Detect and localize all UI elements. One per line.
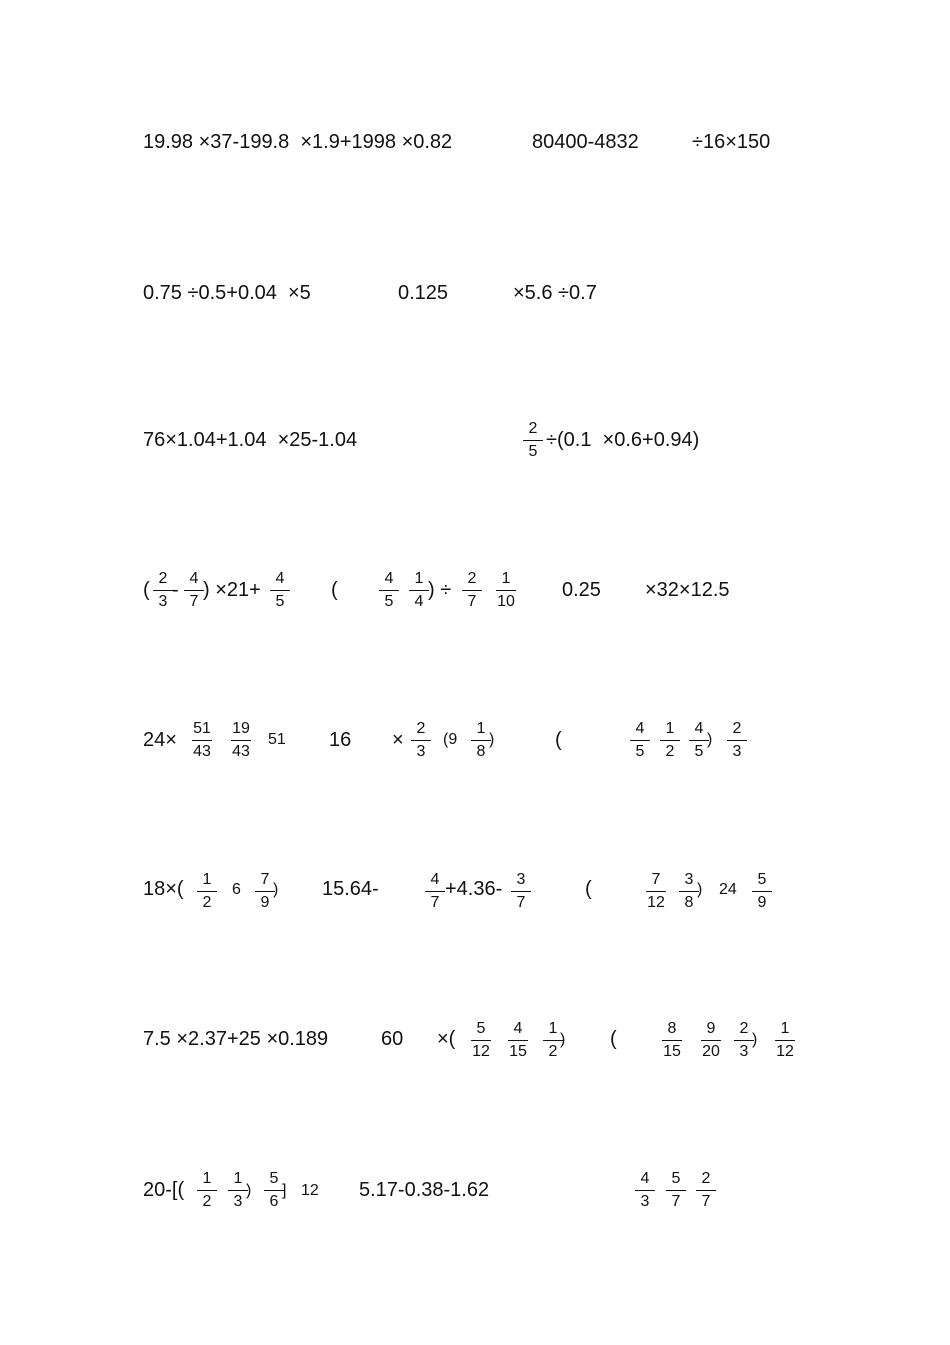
fraction: 2 7 — [457, 570, 487, 611]
fraction: 1 3 — [223, 1170, 253, 1211]
expression-text: 18×( — [143, 878, 184, 900]
fraction: 5 6 — [259, 1170, 289, 1211]
operator-text: × — [392, 729, 404, 751]
expression-text: 24× — [143, 729, 177, 751]
small-text: ) — [707, 731, 713, 748]
paren-text: ( — [143, 579, 150, 601]
small-text: (9 — [443, 731, 458, 748]
fraction: 1 8 — [466, 720, 496, 761]
fraction: 5 12 — [472, 1020, 490, 1060]
expression-text: ×32×12.5 — [645, 579, 730, 601]
expression-3a: 76×1.04+1.04 ×25-1.04 — [143, 429, 358, 451]
expression-text: 5.17-0.38-1.62 — [359, 1179, 490, 1201]
fraction: 1 12 — [776, 1020, 794, 1060]
fraction: 5 7 — [661, 1170, 691, 1211]
expression-2b: 0.125 — [398, 282, 449, 304]
fraction: 4 15 — [509, 1020, 527, 1060]
expression-3b: ÷(0.1 ×0.6+0.94) — [546, 429, 700, 451]
small-text: 6 — [232, 881, 241, 898]
expression-text: ) ÷ — [428, 579, 452, 601]
fraction: 4 5 — [265, 570, 295, 611]
fraction: 2 3 — [729, 1020, 759, 1061]
small-text: ] — [282, 1182, 287, 1199]
expression-1b: 80400-4832 — [532, 131, 639, 153]
fraction: 7 9 — [250, 871, 280, 912]
fraction: 1 2 — [538, 1020, 568, 1061]
fraction: 4 7 — [179, 570, 209, 611]
fraction: 1 4 — [404, 570, 434, 611]
fraction: 2 3 — [406, 720, 436, 761]
expression-text: 7.5 ×2.37+25 ×0.189 — [143, 1028, 329, 1050]
operator-text: ×( — [437, 1028, 456, 1050]
fraction: 9 20 — [702, 1020, 720, 1060]
fraction: 2 3 — [722, 720, 752, 761]
expression-text: +4.36- — [445, 878, 503, 900]
fraction: 1 2 — [192, 1170, 222, 1211]
fraction: 5 9 — [747, 871, 777, 912]
fraction: 1 10 — [497, 570, 515, 610]
fraction: 19 43 — [232, 720, 250, 760]
fraction: 1 2 — [655, 720, 685, 761]
operator-text: - — [172, 579, 179, 601]
fraction: 4 5 — [684, 720, 714, 761]
small-text: ) — [697, 881, 703, 898]
small-text: ) — [246, 1182, 252, 1199]
small-text: 24 — [719, 881, 737, 898]
paren-text: ( — [555, 729, 562, 751]
fraction: 3 8 — [674, 871, 704, 912]
fraction: 4 3 — [630, 1170, 660, 1211]
expression-text: 20-[( — [143, 1179, 185, 1201]
small-text: 12 — [301, 1182, 319, 1199]
expression-1c: ÷16×150 — [692, 131, 771, 153]
fraction: 4 7 — [420, 871, 450, 912]
paren-text: ( — [610, 1028, 617, 1050]
expression-text: ) ×21+ — [203, 579, 261, 601]
fraction: 3 7 — [506, 871, 536, 912]
small-text: ) — [489, 731, 495, 748]
expression-text: 0.25 — [562, 579, 601, 601]
fraction: 1 2 — [192, 871, 222, 912]
paren-text: ( — [585, 878, 592, 900]
expression-1a: 19.98 ×37-199.8 ×1.9+1998 ×0.82 — [143, 131, 453, 153]
small-text: ) — [752, 1031, 758, 1048]
small-text: ) — [560, 1031, 566, 1048]
small-text: ) — [273, 881, 279, 898]
fraction: 51 43 — [193, 720, 211, 760]
expression-text: 60 — [381, 1028, 404, 1050]
expression-text: 16 — [329, 729, 352, 751]
paren-text: ( — [331, 579, 338, 601]
fraction: 2 7 — [691, 1170, 721, 1211]
fraction: 2 5 — [518, 420, 548, 461]
expression-text: 15.64- — [322, 878, 379, 900]
fraction: 8 15 — [663, 1020, 681, 1060]
expression-2a: 0.75 ÷0.5+0.04 ×5 — [143, 282, 311, 304]
fraction: 2 3 — [148, 570, 178, 611]
fraction: 4 5 — [625, 720, 655, 761]
fraction: 7 12 — [647, 871, 665, 911]
expression-2c: ×5.6 ÷0.7 — [513, 282, 597, 304]
fraction: 4 5 — [374, 570, 404, 611]
small-text: 51 — [268, 731, 286, 748]
